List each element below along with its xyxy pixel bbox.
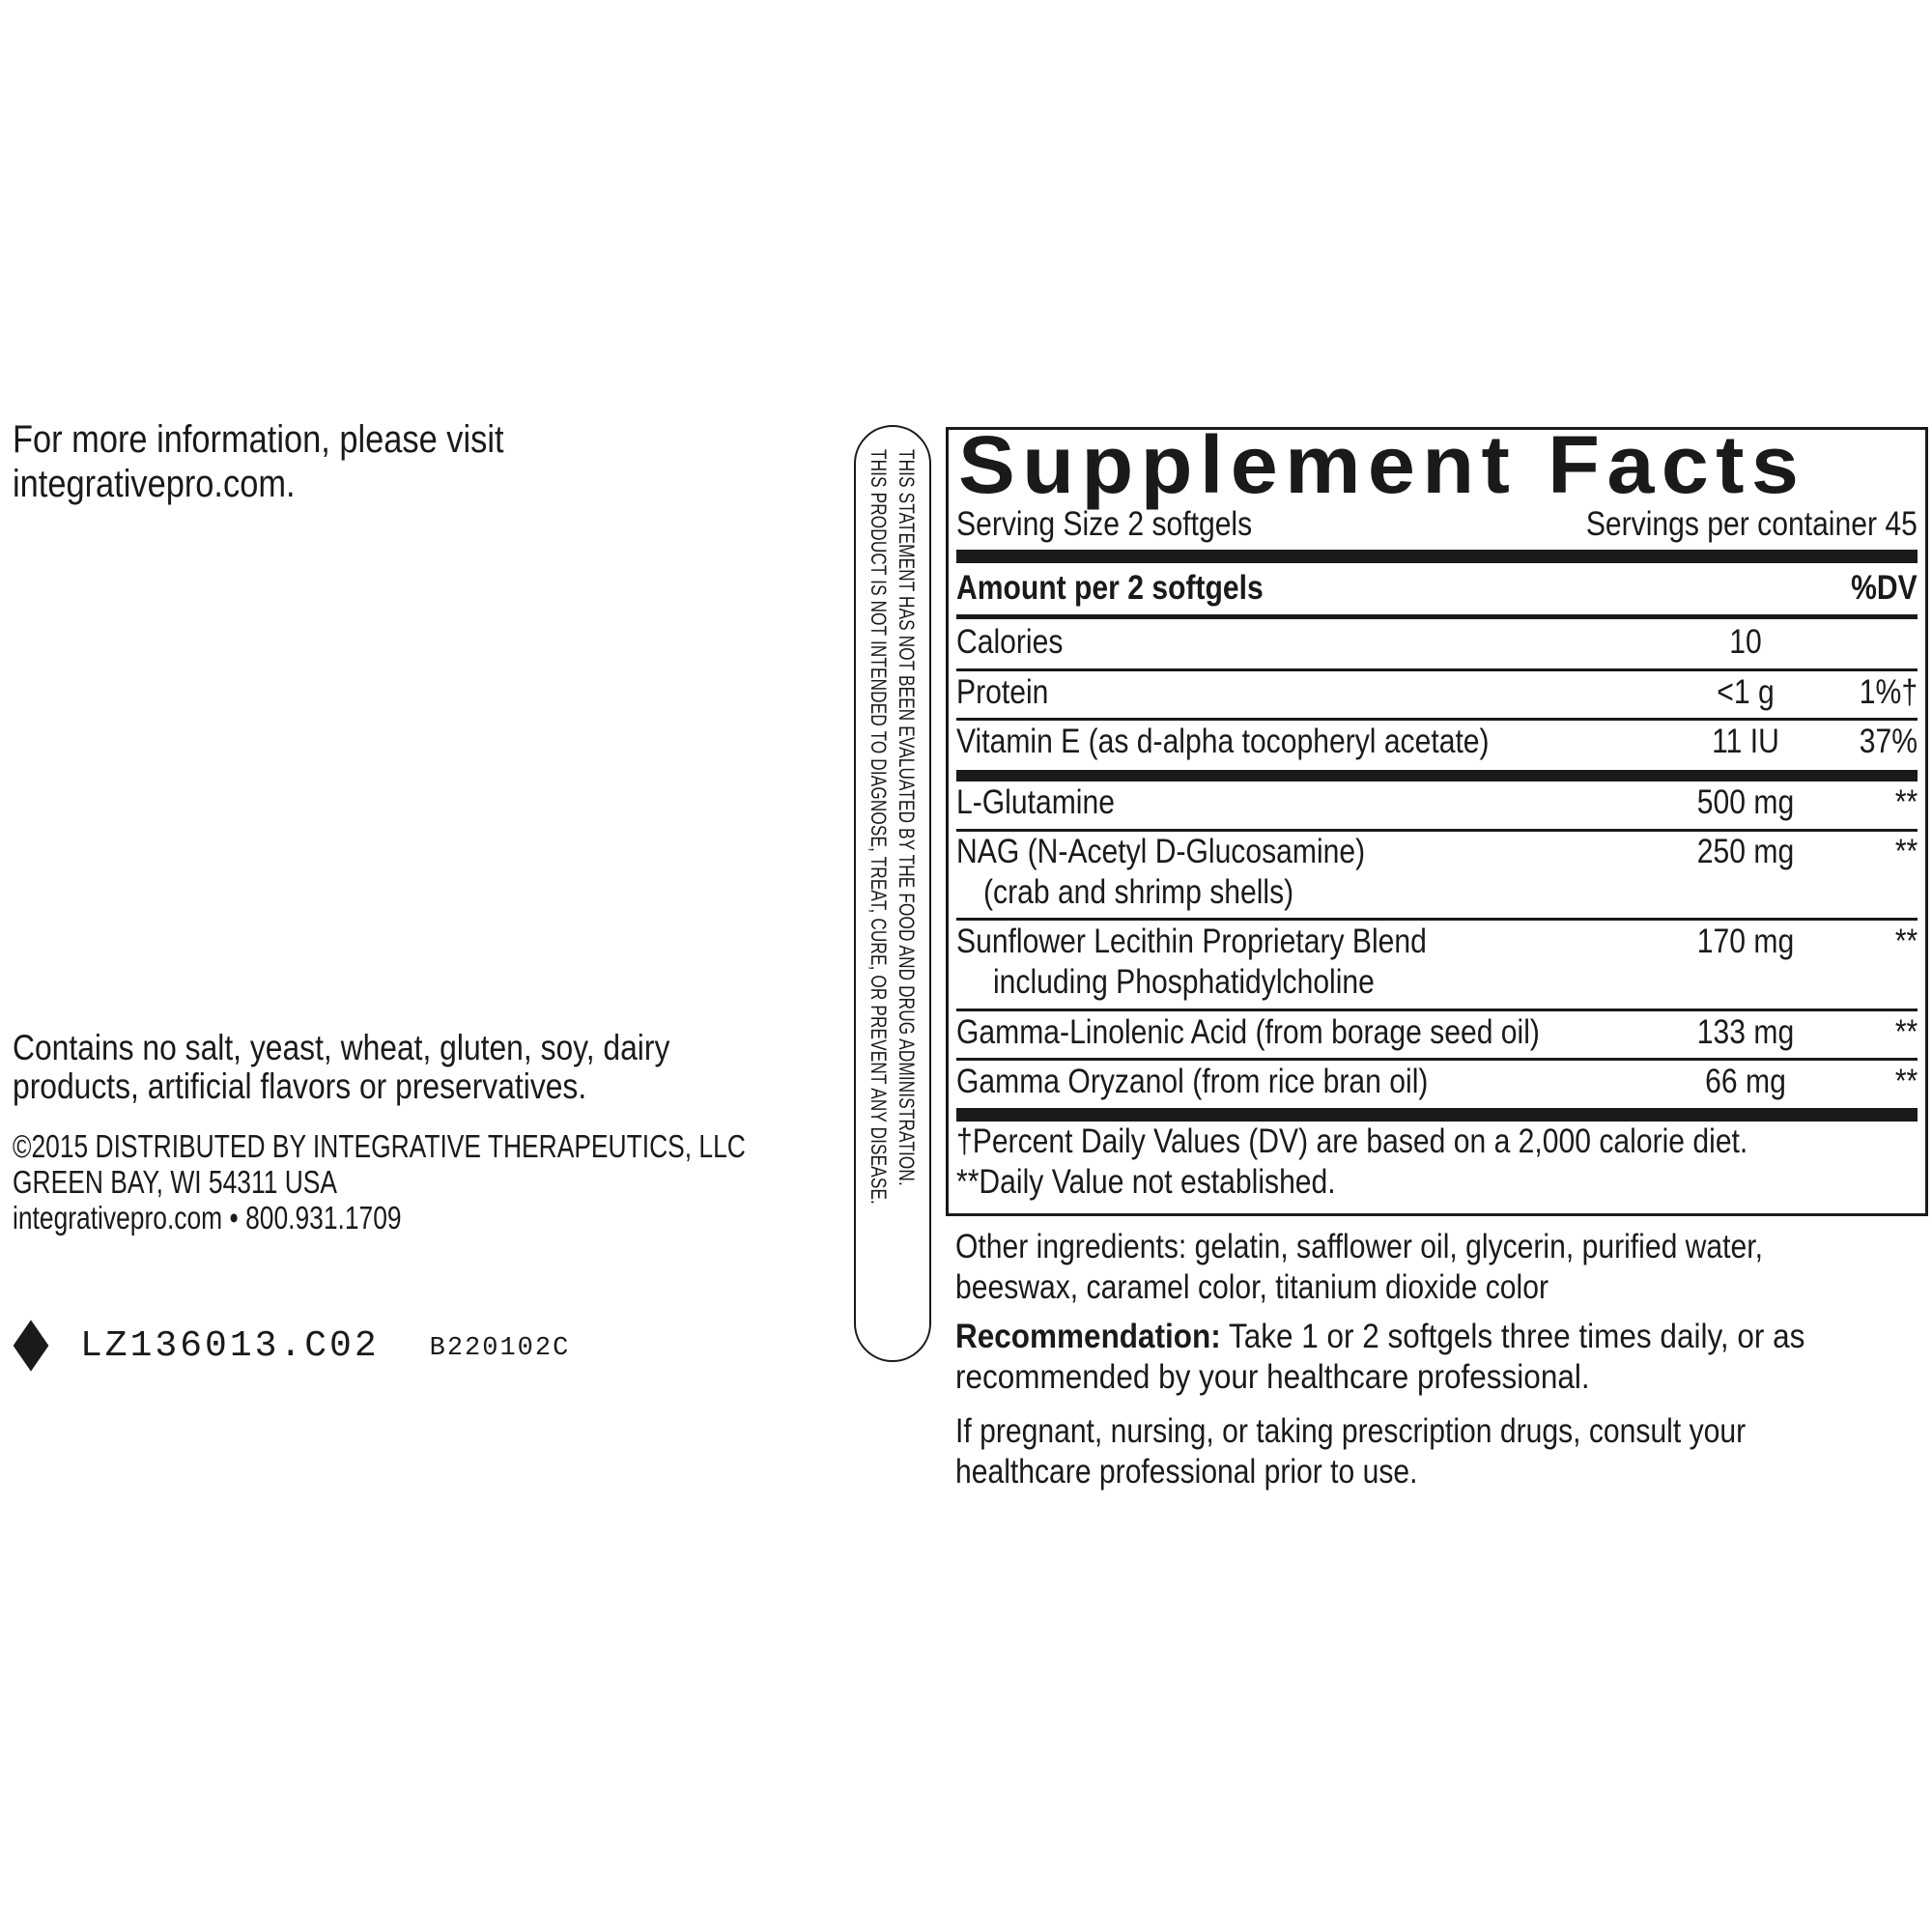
- lot-code: LZ136013.C02: [80, 1324, 380, 1367]
- nutrient-amount: 66 mg: [1705, 1063, 1786, 1100]
- nutrient-amount: <1 g: [1717, 673, 1775, 711]
- distributor-address: GREEN BAY, WI 54311 USA: [13, 1164, 338, 1200]
- divider: [956, 1058, 1918, 1061]
- warning-line: healthcare professional prior to use.: [955, 1453, 1418, 1491]
- nutrient-name: Gamma Oryzanol (from rice bran oil): [956, 1063, 1429, 1100]
- thick-divider: [956, 550, 1918, 563]
- nutrient-amount: 500 mg: [1696, 783, 1795, 821]
- nutrient-name: Calories: [956, 623, 1064, 661]
- nutrient-name: NAG (N-Acetyl D-Glucosamine): [956, 833, 1366, 870]
- amount-header: Amount per 2 softgels: [956, 569, 1264, 607]
- more-info-text: [13, 417, 583, 506]
- nutrient-dv: **: [1894, 833, 1918, 870]
- nutrient-source: (crab and shrimp shells): [983, 873, 1294, 911]
- panel-title: Supplement Facts: [958, 419, 1806, 510]
- nutrient-dv: 1%†: [1859, 673, 1918, 711]
- panel-footnotes: [956, 1122, 1877, 1203]
- servings-per-container: Servings per container 45: [1585, 505, 1918, 543]
- nutrient-name: Gamma-Linolenic Acid (from borage seed oil): [956, 1013, 1540, 1051]
- lot-code-row: [13, 1321, 570, 1370]
- footnote-dv: †Percent Daily Values (DV) are based on a 2,000 calorie diet.: [956, 1122, 1748, 1160]
- distributor-contact: integrativepro.com • 800.931.1709: [13, 1200, 402, 1236]
- allergen-statement: [13, 1029, 777, 1106]
- divider: [956, 918, 1918, 921]
- nutrient-amount: 170 mg: [1696, 923, 1795, 960]
- recommendation: [955, 1317, 1899, 1398]
- recommendation-line: [955, 1317, 1804, 1357]
- divider: [956, 718, 1918, 721]
- nutrient-dv: **: [1894, 783, 1918, 821]
- fda-disclaimer-line: THIS STATEMENT HAS NOT BEEN EVALUATED BY THE FOOD AND DRUG ADMINISTRATION.: [895, 449, 919, 1186]
- nutrient-name: Vitamin E (as d-alpha tocopheryl acetate): [956, 723, 1490, 760]
- more-info-line: integrativepro.com.: [13, 463, 296, 505]
- allergen-line: products, artificial flavors or preservatives.: [13, 1066, 587, 1106]
- nutrient-dv: 37%: [1859, 723, 1918, 760]
- serving-info: [956, 505, 1918, 544]
- recommendation-label: Recommendation:: [955, 1318, 1221, 1355]
- nutrient-dv: **: [1894, 1013, 1918, 1051]
- nutrient-amount: 10: [1729, 623, 1762, 661]
- other-ingredients-line: Other ingredients: gelatin, safflower oil, glycerin, purified water,: [955, 1228, 1763, 1265]
- divider: [956, 1009, 1918, 1011]
- nutrient-name: Protein: [956, 673, 1049, 711]
- serving-size: Serving Size 2 softgels: [956, 505, 1253, 543]
- divider: [956, 668, 1918, 671]
- nutrient-amount: 250 mg: [1696, 833, 1795, 870]
- thick-divider: [956, 770, 1918, 781]
- recommendation-line: recommended by your healthcare professional.: [955, 1358, 1590, 1396]
- batch-code: B220102C: [429, 1334, 571, 1363]
- thick-divider: [956, 1108, 1918, 1122]
- fda-disclaimer-line: THIS PRODUCT IS NOT INTENDED TO DIAGNOSE, TREAT, CURE, OR PREVENT ANY DISEASE.: [867, 449, 891, 1205]
- nutrient-amount: 133 mg: [1696, 1013, 1795, 1051]
- more-info-line: For more information, please visit: [13, 418, 504, 461]
- warning-line: If pregnant, nursing, or taking prescription drugs, consult your: [955, 1412, 1747, 1450]
- nutrient-name: Sunflower Lecithin Proprietary Blend: [956, 923, 1427, 960]
- distributor-info: [13, 1128, 929, 1236]
- diamond-icon: [14, 1320, 49, 1371]
- footnote-not-established: **Daily Value not established.: [956, 1163, 1336, 1201]
- distributor-line: ©2015 DISTRIBUTED BY INTEGRATIVE THERAPEUTICS, LLC: [13, 1128, 746, 1164]
- nutrient-name: L-Glutamine: [956, 783, 1115, 821]
- supplement-facts-panel: [946, 419, 1928, 1216]
- nutrient-detail: including Phosphatidylcholine: [993, 963, 1375, 1001]
- recommendation-text: Take 1 or 2 softgels three times daily, or as: [1220, 1318, 1805, 1355]
- divider: [956, 614, 1918, 619]
- dv-header: %DV: [1851, 569, 1918, 607]
- other-ingredients: [955, 1227, 1894, 1308]
- fda-disclaimer: [865, 449, 921, 1338]
- nutrient-dv: **: [1894, 1063, 1918, 1100]
- other-ingredients-line: beeswax, caramel color, titanium dioxide color: [955, 1268, 1548, 1306]
- allergen-line: Contains no salt, yeast, wheat, gluten, soy, dairy: [13, 1028, 670, 1067]
- nutrient-dv: **: [1894, 923, 1918, 960]
- nutrient-amount: 11 IU: [1712, 723, 1779, 760]
- warning-statement: [955, 1411, 1874, 1492]
